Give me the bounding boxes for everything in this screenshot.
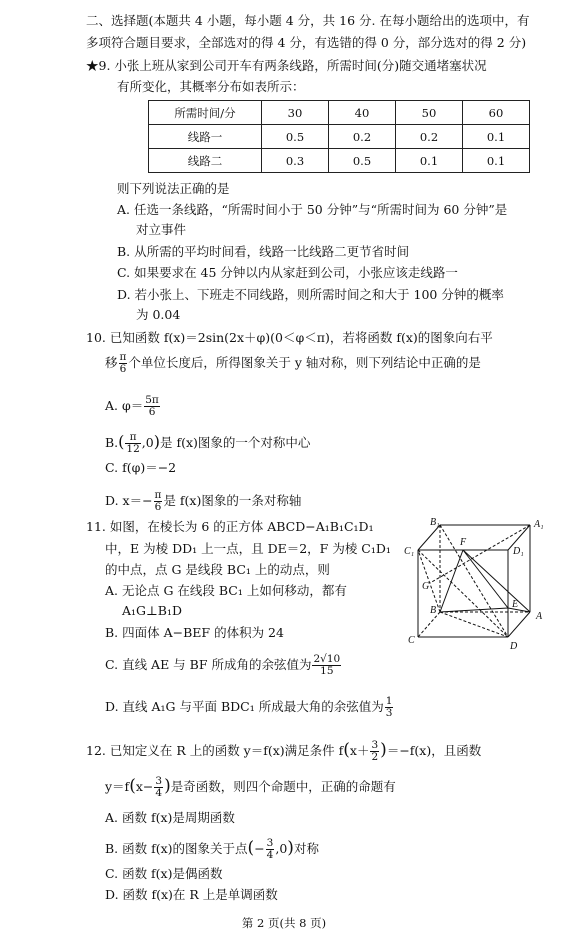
vertex-label: B₁: [430, 517, 440, 528]
q10-option-d: [105, 490, 301, 513]
q11-stem-line-2: 中，E 为棱 DD₁ 上一点，且 DE＝2，F 为棱 C₁D₁: [105, 541, 391, 556]
vertex-label: C₁: [404, 546, 415, 557]
right-paren: ): [287, 838, 294, 858]
q10-option-a: [105, 395, 161, 418]
numerator: 1: [385, 695, 393, 707]
option-text: 是 f(x)图象的一条对称轴: [163, 493, 302, 508]
fraction: [119, 352, 128, 375]
q12-option-c: C. 函数 f(x)是偶函数: [105, 866, 223, 881]
q12-text: 是奇函数，则四个命题中，正确的命题有: [170, 779, 396, 794]
fraction: [154, 490, 163, 513]
table-cell: 线路一: [149, 125, 262, 149]
table-header-row: [149, 101, 530, 125]
fraction: [154, 776, 163, 799]
table-cell: 0.1: [396, 149, 463, 173]
section-header-line-1: 二、选择题(本题共 4 小题，每小题 4 分，共 16 分. 在每小题给出的选项中，有: [86, 13, 530, 28]
q9-option-a-cont: 对立事件: [136, 222, 187, 237]
q11-option-d: [105, 696, 394, 719]
segment-bd: [440, 612, 508, 637]
q10-stem-line-1: 10. 已知函数 f(x)＝2sin(2x＋φ)(0＜φ＜π)，若将函数 f(x)的图象向右平: [86, 330, 493, 345]
right-paren: ): [380, 740, 387, 760]
numerator: 5π: [145, 394, 159, 406]
q12-text: x＋: [349, 743, 370, 758]
q10-option-b: [105, 432, 310, 455]
point-label: E: [512, 599, 519, 610]
numerator: 3: [155, 775, 163, 787]
table-row: [149, 125, 530, 149]
cube-edge: [418, 525, 440, 550]
table-cell: 0.1: [463, 125, 530, 149]
numerator: π: [154, 489, 162, 501]
point-label: G: [422, 581, 430, 592]
option-text: C. 直线 AE 与 BF 所成角的余弦值为: [105, 657, 312, 672]
segment-c1d: [418, 550, 508, 637]
denominator: 3: [385, 707, 393, 719]
option-text: B.: [105, 435, 119, 450]
q9-stem-line-2: 有所变化，其概率分布如表所示：: [117, 79, 305, 94]
q9-option-d-cont: 为 0.04: [136, 307, 181, 322]
cube-figure: [400, 515, 560, 655]
q12-text: y＝f: [105, 779, 130, 794]
fraction: [370, 740, 379, 763]
q11-option-c: [105, 654, 342, 677]
option-text: −: [254, 841, 265, 856]
denominator: 12: [126, 443, 140, 455]
q9-option-a: A. 任选一条线路，“所需时间小于 50 分钟”与“所需时间为 60 分钟”是: [117, 202, 508, 217]
table-header-cell: 50: [396, 101, 463, 125]
probability-table: [148, 100, 530, 173]
q9-option-c: C. 如果要求在 45 分钟以内从家赶到公司，小张应该走线路一: [117, 265, 458, 280]
q12-option-d: D. 函数 f(x)在 R 上是单调函数: [105, 887, 278, 902]
option-text: D. 直线 A₁G 与平面 BDC₁ 所成最大角的余弦值为: [105, 699, 384, 714]
left-paren: (: [343, 740, 350, 760]
option-text: ,0: [275, 841, 288, 856]
cube-edge: [508, 612, 530, 637]
left-paren: (: [247, 838, 255, 858]
option-text: 对称: [293, 841, 319, 856]
table-cell: 0.5: [262, 125, 329, 149]
q10-option-c: C. f(φ)＝−2: [105, 460, 177, 475]
q12-option-b: [105, 838, 319, 861]
numerator: 3: [266, 837, 274, 849]
numerator: π: [119, 351, 127, 363]
table-cell: 线路二: [149, 149, 262, 173]
numerator: 3: [371, 739, 379, 751]
denominator: 2: [371, 751, 379, 763]
vertex-label: A₁: [534, 519, 544, 530]
denominator: 6: [119, 363, 127, 375]
q9-stem-line-1: ★9. 小张上班从家到公司开车有两条线路，所需时间(分)随交通堵塞状况: [86, 58, 487, 73]
q12-text: 12. 已知定义在 R 上的函数 y＝f(x)满足条件 f: [86, 743, 344, 758]
table-header-cell: 40: [329, 101, 396, 125]
right-paren: ): [153, 432, 160, 451]
vertex-label: B: [430, 605, 437, 616]
fraction: [144, 395, 160, 418]
table-row: [149, 149, 530, 173]
q11-stem-line-3: 的中点，点 G 是线段 BC₁ 上的动点，则: [105, 562, 330, 577]
table-header-cell: 所需时间/分: [149, 101, 262, 125]
q12-option-a: A. 函数 f(x)是周期函数: [105, 810, 235, 825]
vertex-label: A: [536, 611, 543, 622]
q11-option-a-cont: A₁G⊥B₁D: [122, 603, 182, 618]
q10-text: 个单位长度后，所得图象关于 y 轴对称，则下列结论中正确的是: [128, 355, 481, 370]
segment-b1d: [440, 525, 508, 637]
q9-question: 则下列说法正确的是: [117, 181, 230, 196]
denominator: 6: [148, 406, 156, 418]
q12-stem-line-1: [86, 740, 481, 763]
segment-be: [440, 608, 508, 612]
q12-text: x−: [135, 779, 154, 794]
table-header-cell: 30: [262, 101, 329, 125]
vertex-label: D₁: [513, 546, 524, 557]
vertex-label: C: [408, 635, 415, 646]
table-cell: 0.5: [329, 149, 396, 173]
q12-text: ＝−f(x)，且函数: [386, 743, 482, 758]
numerator: π: [125, 432, 140, 444]
denominator: 6: [154, 501, 162, 513]
table-cell: 0.3: [262, 149, 329, 173]
option-text: 是 f(x)图象的一个对称中心: [159, 435, 311, 450]
q9-option-d: D. 若小张上、下班走不同线路，则所需时间之和大于 100 分钟的概率: [117, 287, 504, 302]
fraction: [125, 432, 140, 455]
denominator: 4: [155, 787, 163, 799]
fraction: [266, 838, 275, 861]
option-text: D. x＝−: [105, 493, 153, 508]
table-cell: 0.2: [329, 125, 396, 149]
q10-stem-line-2: [105, 352, 481, 375]
table-header-cell: 60: [463, 101, 530, 125]
vertex-label: D: [510, 641, 518, 652]
left-paren: (: [118, 432, 125, 451]
denominator: 4: [266, 849, 274, 861]
q11-stem-line-1: 11. 如图，在棱长为 6 的正方体 ABCD−A₁B₁C₁D₁: [86, 519, 374, 534]
option-text: ,0: [141, 435, 154, 450]
q11-option-a: A. 无论点 G 在线段 BC₁ 上如何移动，都有: [105, 583, 347, 598]
table-cell: 0.1: [463, 149, 530, 173]
numerator: 2√10: [313, 653, 341, 665]
table-cell: 0.2: [396, 125, 463, 149]
right-paren: ): [164, 776, 171, 796]
fraction: [312, 654, 341, 677]
page-footer: 第 2 页(共 8 页): [241, 916, 327, 930]
option-text: B. 函数 f(x)的图象关于点: [105, 841, 248, 856]
fraction: [385, 696, 394, 719]
denominator: 15: [320, 665, 334, 677]
q10-text: 移: [105, 355, 118, 370]
segment-fb: [440, 550, 463, 612]
option-text: A. φ＝: [105, 398, 144, 413]
left-paren: (: [129, 776, 136, 796]
q11-option-b: B. 四面体 A−BEF 的体积为 24: [105, 625, 284, 640]
section-header-line-2: 多项符合题目要求，全部选对的得 4 分，有选错的得 0 分，部分选对的得 2 分): [86, 35, 527, 50]
q12-stem-line-2: [105, 776, 396, 799]
point-label: F: [460, 537, 467, 548]
cube-hidden-edge: [418, 612, 440, 637]
q9-option-b: B. 从所需的平均时间看，线路一比线路二更节省时间: [117, 244, 410, 259]
